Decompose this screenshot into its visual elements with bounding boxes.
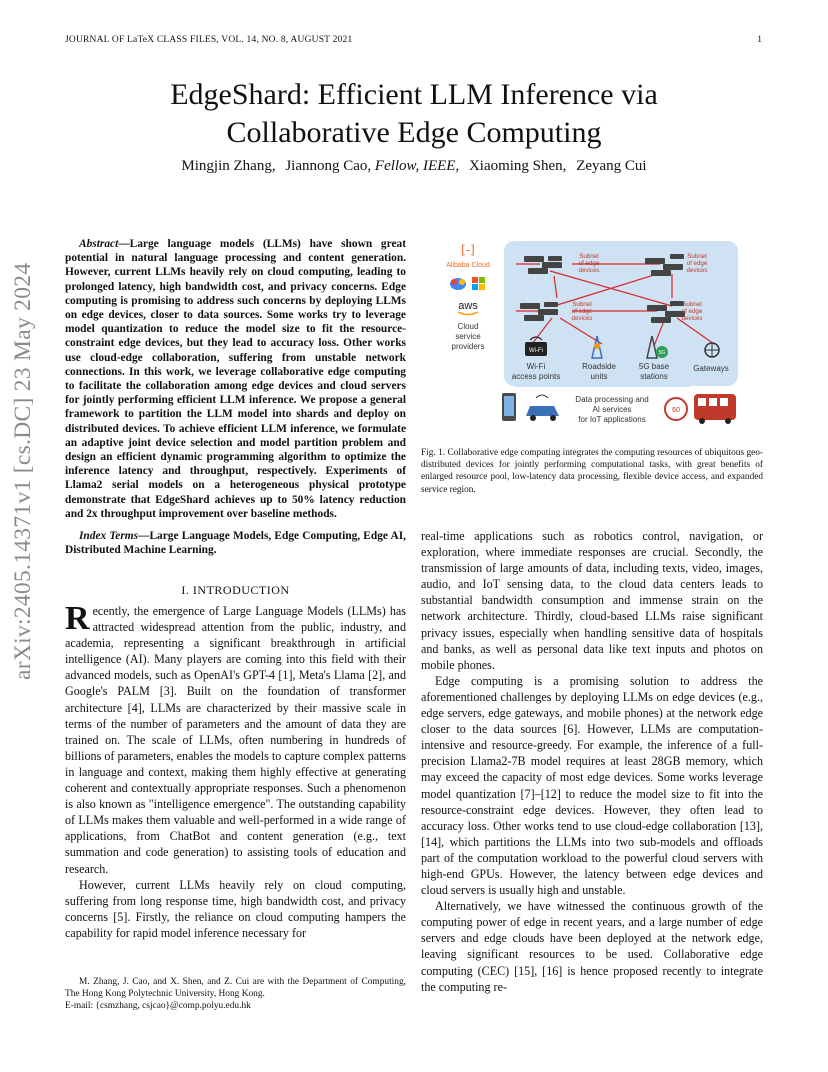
index-terms-label: Index Terms — [79, 530, 139, 542]
intro-paragraph-1-text: ecently, the emergence of Large Language Models (LLMs) has attracted widespread attention from the public, industry, and academia, representing a significant breakthrough in artificial intelligence (AI). Many players are coming into this field with their advanced models, such as OpenAI's GPT-4 [1], Meta's Llama [2], and Google's PALM [3]. Built on the foundation of transformer architecture [4], LLMs are characterized by their massive scale in terms of the number of parameters and the amount of data they are trained on. The scale of LLMs, often numbering in hundreds of billions of parameters, enables the models to capture complex patterns in language and context, making them highly effective at generating coherent and contextually appropriate responses. Such a phenomenon is also known as "intelligence emergence". The outstanding capability of LLMs makes them valuable and well-performed in a wide range of applications, from ChatBot and content generation (e.g., text summation and code generation) to assisting tools of education and research. — [65, 604, 406, 876]
azure-icon — [472, 277, 478, 283]
right-paragraph-2: Edge computing is a promising solution to address the aforementioned challenges by deploying LLMs on edge devices (e.g., edge servers, edge gateways, and mobile phones) at the network edge closer to the data sources [6]. However, LLMs are computation-intensive and resource-greedy. For example, the inference of a full-precision Llama2-7B model requires at least 28GB memory, which may exceed the capacity of most edge devices. Some works leverage model quantization [7]–[12] to reduce the model size to fit into the resource-constraint edge devices. However, they often lead to accuracy loss. Other works tend to use cloud-edge collaboration [13], [14], which partitions the LLMs into two sub-models and offloads part of the computation workload to the powerful cloud servers with high-end GPUs. However, the latency between edge devices and cloud servers is usually high and unstable. — [421, 673, 763, 898]
bus-icon — [694, 394, 736, 420]
svg-text:of edge: of edge — [571, 308, 593, 315]
page-number: 1 — [757, 35, 762, 45]
figure-1-collaborative-edge — [432, 236, 740, 436]
right-column-body — [421, 528, 763, 995]
author-4: Zeyang Cui — [576, 158, 647, 174]
svg-text:Subnet: Subnet — [572, 301, 592, 308]
svg-text:of edge: of edge — [681, 308, 703, 315]
section-heading-introduction: I. INTRODUCTION — [181, 583, 290, 597]
title-line-2: Collaborative Edge Computing — [226, 116, 602, 149]
footnote-email: E-mail: {csmzhang, csjcao}@comp.polyu.edu.hk — [65, 1001, 251, 1012]
gateways-label: Gateways — [693, 364, 729, 373]
right-paragraph-1: real-time applications such as robotics control, navigation, or exploration, where immediate responses are crucial. Secondly, the transmission of large amounts of data, including texts, video, images, audio, and IoT sensing data, to the cloud data centers leads to substantial bandwidth consumption and immense strain on the network architecture. Thirdly, cloud-based LLMs raise significant privacy issues, especially when handling sensitive data of hospitals and banks, as well as personal data like text inputs and photos on mobile phones. — [421, 529, 763, 672]
svg-text:devices: devices — [681, 315, 703, 322]
svg-text:Cloud: Cloud — [457, 322, 479, 331]
svg-text:devices: devices — [578, 267, 600, 274]
author-list — [0, 158, 828, 175]
aws-smile-icon — [458, 312, 478, 315]
figure-caption: Fig. 1. Collaborative edge computing integrates the computing resources of ubiquitous geo-distributed devices for jointly performing computational tasks, with great benefits of enlarged resource pool, low-latency data processing, flexible device access, and expanded service region. — [421, 448, 763, 495]
svg-text:5G: 5G — [658, 350, 666, 356]
footnote — [65, 976, 406, 1013]
index-terms-text: —Large Language Models, Edge Computing, Edge AI, Distributed Machine Learning. — [65, 530, 406, 557]
footnote-affiliation: M. Zhang, J. Cao, and X. Shen, and Z. Cui are with the Department of Computing, The Hong Kong Polytechnic University, Hong Kong. — [65, 977, 406, 1000]
paper-title — [0, 76, 828, 152]
svg-text:Data processing and: Data processing and — [575, 395, 649, 404]
svg-text:units: units — [590, 372, 608, 381]
svg-text:service: service — [455, 332, 481, 341]
svg-text:Subnet: Subnet — [687, 253, 707, 260]
alibaba-label: Alibaba Cloud — [446, 262, 490, 269]
svg-text:AI services: AI services — [592, 405, 632, 414]
svg-text:devices: devices — [571, 315, 593, 322]
author-2: Jiannong Cao, — [285, 158, 372, 174]
svg-text:of edge: of edge — [578, 260, 600, 267]
svg-text:devices: devices — [686, 267, 708, 274]
svg-text:5G base: 5G base — [638, 362, 670, 371]
drop-cap: R — [65, 600, 90, 637]
index-terms — [65, 529, 406, 557]
author-2-note: Fellow, IEEE, — [374, 158, 460, 174]
author-1: Mingjin Zhang, — [181, 158, 276, 174]
svg-text:Subnet: Subnet — [579, 253, 599, 260]
abstract-text: —Large language models (LLMs) have shown great potential in natural language processing and content generation. However, current LLMs heavily rely on cloud computing, leading to prolonged latency, high bandwidth cost, and privacy concerns. Edge computing is promising to address such concerns by deploying LLMs on edge devices, closer to data sources. Some works try to leverage model quantization to reduce the model size to fit the resource-constraint edge devices, but they lead to accuracy loss. Other works use cloud-edge collaboration, suffering from unstable network connections. In this work, we leverage collaborative edge computing to facilitate the collaboration among edge devices and cloud servers for jointly performing efficient LLM inference. We propose a general framework to partition the LLM model into shards and deploy on distributed devices. To achieve efficient LLM inference, we formulate an adaptive joint device selection and model partition problem and design an efficient dynamic programming algorithm to optimize the inference latency and throughput, respectively. Experiments of Llama2 serial models on a heterogeneous physical prototype demonstrate that EdgeShard achieves up to 50% latency reduction and 2x throughput improvement over baseline methods. — [65, 238, 406, 520]
arxiv-stamp: arXiv:2405.14371v1 [cs.DC] 23 May 2024 — [10, 262, 36, 680]
intro-paragraph-1 — [65, 600, 406, 877]
svg-text:for IoT applications: for IoT applications — [578, 415, 646, 424]
intro-body — [65, 600, 406, 941]
svg-text:60: 60 — [672, 407, 680, 414]
right-paragraph-3: Alternatively, we have witnessed the continuous growth of the computing power of edge in recent years, and a large number of edge servers and edge clouds have been deployed at the network edge, leaving significant resources to be used. Collaborative edge computing (CEC) [15], [16] is hence proposed recently to integrate the computing re- — [421, 899, 763, 994]
running-header: JOURNAL OF LaTeX CLASS FILES, VOL. 14, NO. 8, AUGUST 2021 — [65, 35, 353, 45]
svg-text:Subnet: Subnet — [682, 301, 702, 308]
author-3: Xiaoming Shen, — [468, 158, 567, 174]
car-icon — [526, 406, 559, 416]
svg-text:Wi-Fi: Wi-Fi — [529, 348, 543, 354]
abstract-label: Abstract — [79, 238, 119, 250]
svg-text:access points: access points — [511, 372, 561, 381]
svg-text:Wi-Fi: Wi-Fi — [526, 362, 546, 371]
svg-text:providers: providers — [451, 342, 485, 351]
intro-paragraph-2: However, current LLMs heavily rely on cloud computing, suffering from long response time, high bandwidth cost, and privacy concerns [5]. Firstly, the reliance on cloud computing hampers the capability for rapid model inference necessary for — [65, 877, 406, 940]
svg-text:of edge: of edge — [686, 260, 708, 267]
svg-text:Roadside: Roadside — [582, 362, 616, 371]
title-line-1: EdgeShard: Efficient LLM Inference via — [170, 78, 658, 111]
aws-label: aws — [458, 300, 478, 312]
alibaba-icon: [-] — [461, 243, 475, 257]
svg-text:stations: stations — [640, 372, 668, 381]
abstract — [65, 237, 406, 521]
